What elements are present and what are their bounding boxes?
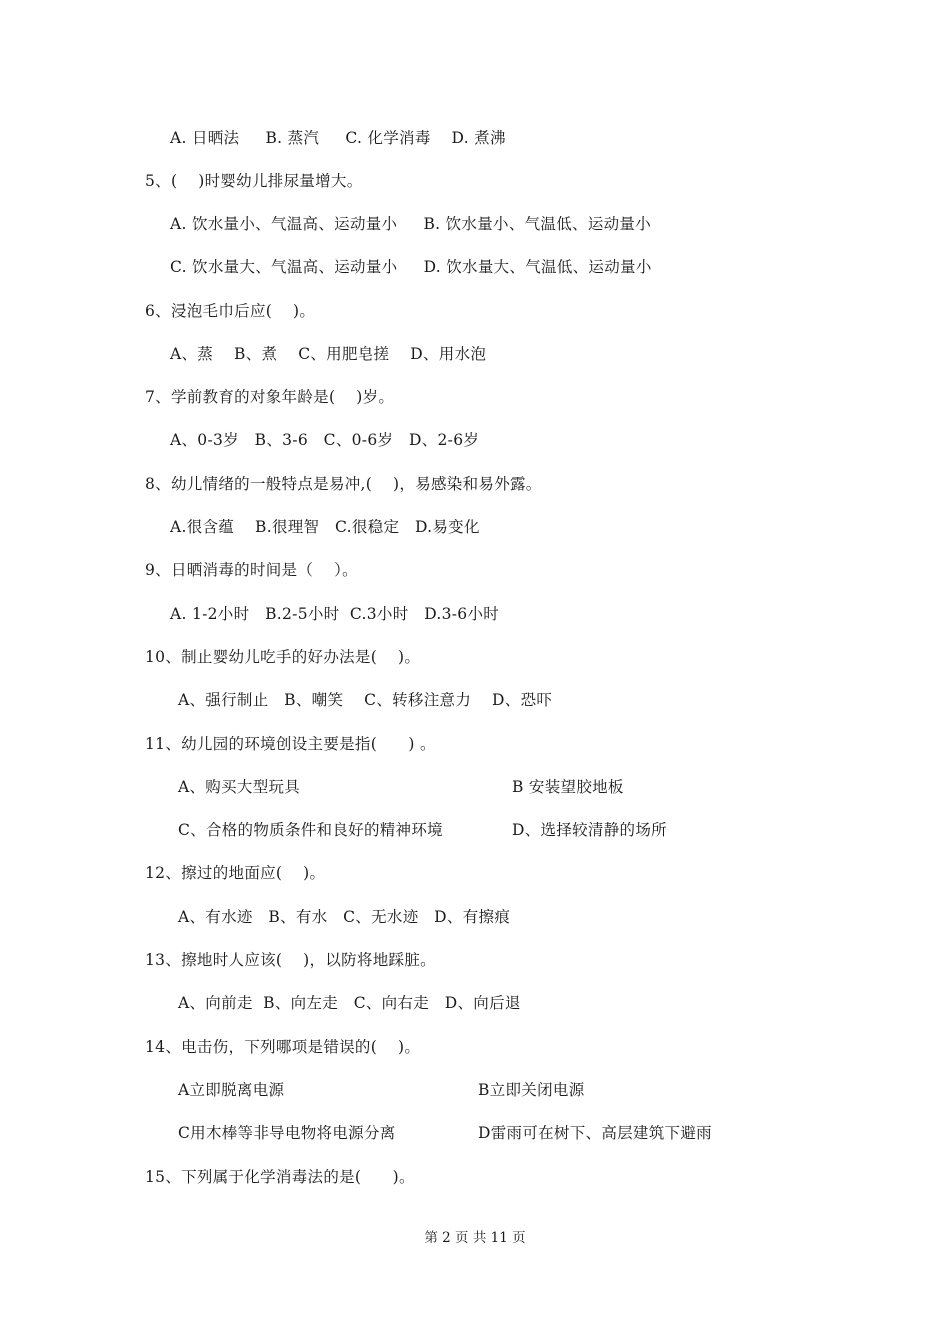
q14-option-c: C用木棒等非导电物将电源分离: [178, 1124, 396, 1142]
question-13: 13、擦地时人应该( )，以防将地踩脏。: [145, 951, 436, 969]
question-8: 8、幼儿情绪的一般特点是易冲,( )，易感染和易外露。: [145, 475, 542, 493]
q14-option-b: B立即关闭电源: [478, 1081, 585, 1099]
q8-options: A.很含蕴 B.很理智 C.很稳定 D.易变化: [170, 518, 480, 536]
question-12: 12、擦过的地面应( )。: [145, 864, 326, 882]
q11-option-d: D、选择较清静的场所: [512, 821, 667, 839]
q5-options-row-1: A. 饮水量小、气温高、运动量小 B. 饮水量小、气温低、运动量小: [170, 215, 652, 233]
question-5: 5、( )时婴幼儿排尿量增大。: [145, 172, 363, 190]
question-11: 11、幼儿园的环境创设主要是指( ) 。: [145, 735, 436, 753]
q10-options: A、强行制止 B、嘲笑 C、转移注意力 D、恐吓: [178, 691, 553, 709]
question-14: 14、电击伤，下列哪项是错误的( )。: [145, 1038, 421, 1056]
question-6: 6、浸泡毛巾后应( )。: [145, 302, 316, 320]
q14-option-d: D雷雨可在树下、高层建筑下避雨: [478, 1124, 712, 1142]
q9-options: A. 1-2小时 B.2-5小时 C.3小时 D.3-6小时: [170, 605, 500, 623]
q5-options-row-2: C. 饮水量大、气温高、运动量小 D. 饮水量大、气温低、运动量小: [170, 258, 652, 276]
question-9: 9、日晒消毒的时间是（ ）。: [145, 561, 358, 579]
q6-options: A、蒸 B、煮 C、用肥皂搓 D、用水泡: [170, 345, 487, 363]
q7-options: A、0-3岁 B、3-6 C、0-6岁 D、2-6岁: [170, 431, 480, 449]
page-footer: 第 2 页 共 11 页: [424, 1230, 526, 1246]
question-10: 10、制止婴幼儿吃手的好办法是( )。: [145, 648, 421, 666]
q12-options: A、有水迹 B、有水 C、无水迹 D、有擦痕: [178, 908, 511, 926]
q14-option-a: A立即脱离电源: [178, 1081, 285, 1099]
q11-option-c: C、合格的物质条件和良好的精神环境: [178, 821, 443, 839]
q4-options: A. 日晒法 B. 蒸汽 C. 化学消毒 D. 煮沸: [170, 129, 506, 147]
question-15: 15、下列属于化学消毒法的是( )。: [145, 1168, 415, 1186]
q11-option-b: B 安装望胶地板: [512, 778, 624, 796]
q13-options: A、向前走 B、向左走 C、向右走 D、向后退: [178, 994, 521, 1012]
question-7: 7、学前教育的对象年龄是( )岁。: [145, 388, 395, 406]
q11-option-a: A、购买大型玩具: [178, 778, 301, 796]
